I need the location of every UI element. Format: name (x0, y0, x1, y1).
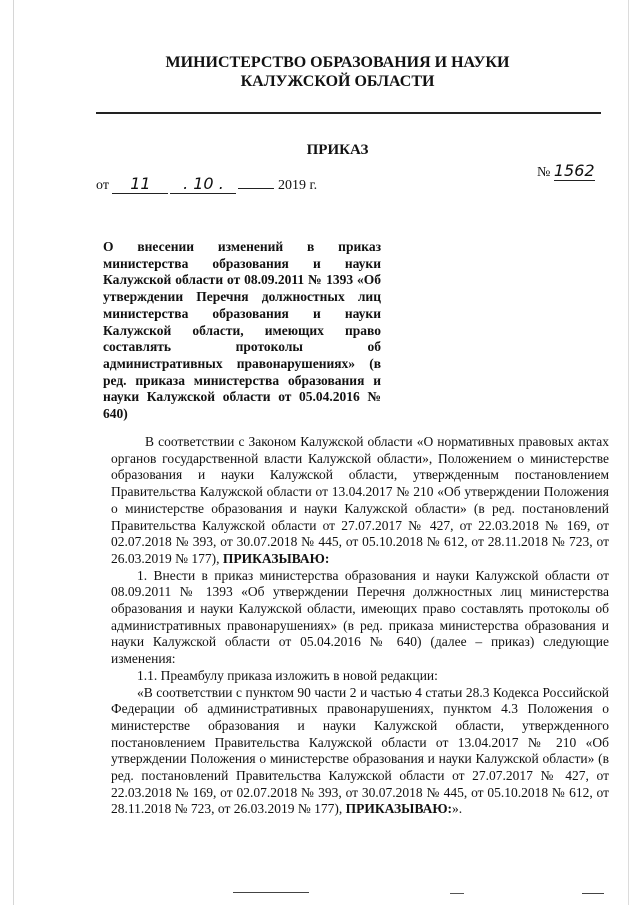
footer-mark (233, 892, 309, 893)
number-handwritten: 1562 (553, 161, 595, 180)
body-paragraph-new-preamble (111, 685, 609, 819)
date-month-value: 10 (193, 174, 214, 193)
order-title: ПРИКАЗ (306, 142, 369, 158)
order-date (96, 175, 317, 194)
date-year: 2019 г. (277, 178, 318, 193)
date-blank (238, 188, 274, 189)
new-preamble-text: «В соответствии с пунктом 90 части 2 и частью 4 статьи 28.3 Кодекса Российской Федерации об административных правонарушениях, пунктом 4.3 Положения о министерстве образования и науки Калужской области, утвержденного постановлением Правительства Калужской области от 13.04.2017 № 210 «Об утверждении Положения о министерстве образования и науки Калужской области» (в ред. постановлений Правительства Калужской области от 27.07.2017 № 427, от 22.03.2018 № 169, от 02.07.2018 № 393, от 30.07.2018 № 445, от 05.10.2018 № 612, от 28.11.2018 № 723, от 26.03.2019 № 177), (111, 684, 609, 817)
preamble-text: В соответствии с Законом Калужской области «О нормативных правовых актах органов государственной власти Калужской области», Положением о министерстве образования и науки Калужской области, утвержденным постановлением Правительства Калужской области от 13.04.2017 № 210 «Об утверждении Положения о министерстве образования и науки Калужской области» (в ред. постановлений Правительства Калужской области от 27.07.2017 № 427, от 22.03.2018 № 169, от 02.07.2018 № 393, от 30.07.2018 № 445, от 05.10.2018 № 612, от 28.11.2018 № 723, от 26.03.2019 № 177), (111, 434, 609, 566)
date-month-handwritten (170, 175, 236, 194)
order-subject: О внесении изменений в приказ министерства образования и науки Калужской области от 08.09.2011 № 1393 «Об утверждении Перечня должностных лиц министерства образования и науки Калужской области, имеющих право составлять протоколы об административных правонарушениях» (в ред. приказа министерства образования и науки Калужской области от 05.04.2016 № 640) (103, 239, 381, 422)
new-preamble-end: ». (452, 801, 463, 817)
ministry-header-line1: МИНИСТЕРСТВО ОБРАЗОВАНИЯ И НАУКИ (165, 54, 510, 71)
preamble-order-word: ПРИКАЗЫВАЮ: (222, 550, 330, 566)
footer-mark (450, 893, 464, 894)
scan-edge-left (13, 0, 14, 905)
date-separator: . (183, 174, 189, 193)
footer-mark (582, 893, 604, 894)
header-divider (96, 112, 601, 114)
number-prefix: № (537, 165, 551, 180)
date-day-handwritten: 11 (112, 175, 168, 194)
body-paragraph-1: 1. Внести в приказ министерства образования и науки Калужской области от 08.09.2011 № 1393 «Об утверждении Перечня должностных лиц министерства образования и науки Калужской области, имеющих право составлять протоколы об административных правонарушениях» (в ред. приказа министерства образования и науки Калужской области от 05.04.2016 № 640) (далее – приказ) следующие изменения: (111, 567, 609, 667)
new-preamble-order-word: ПРИКАЗЫВАЮ: (345, 801, 453, 817)
order-body (111, 434, 609, 818)
scan-edge-right (628, 0, 629, 905)
ministry-header-line2: КАЛУЖСКОЙ ОБЛАСТИ (240, 73, 435, 90)
date-separator-2: . (218, 174, 224, 193)
body-paragraph-preamble (111, 434, 609, 568)
body-paragraph-1-1: 1.1. Преамбулу приказа изложить в новой редакции: (137, 667, 438, 683)
order-number (537, 162, 595, 181)
ministry-header (60, 53, 615, 91)
date-prefix: от (96, 178, 109, 193)
